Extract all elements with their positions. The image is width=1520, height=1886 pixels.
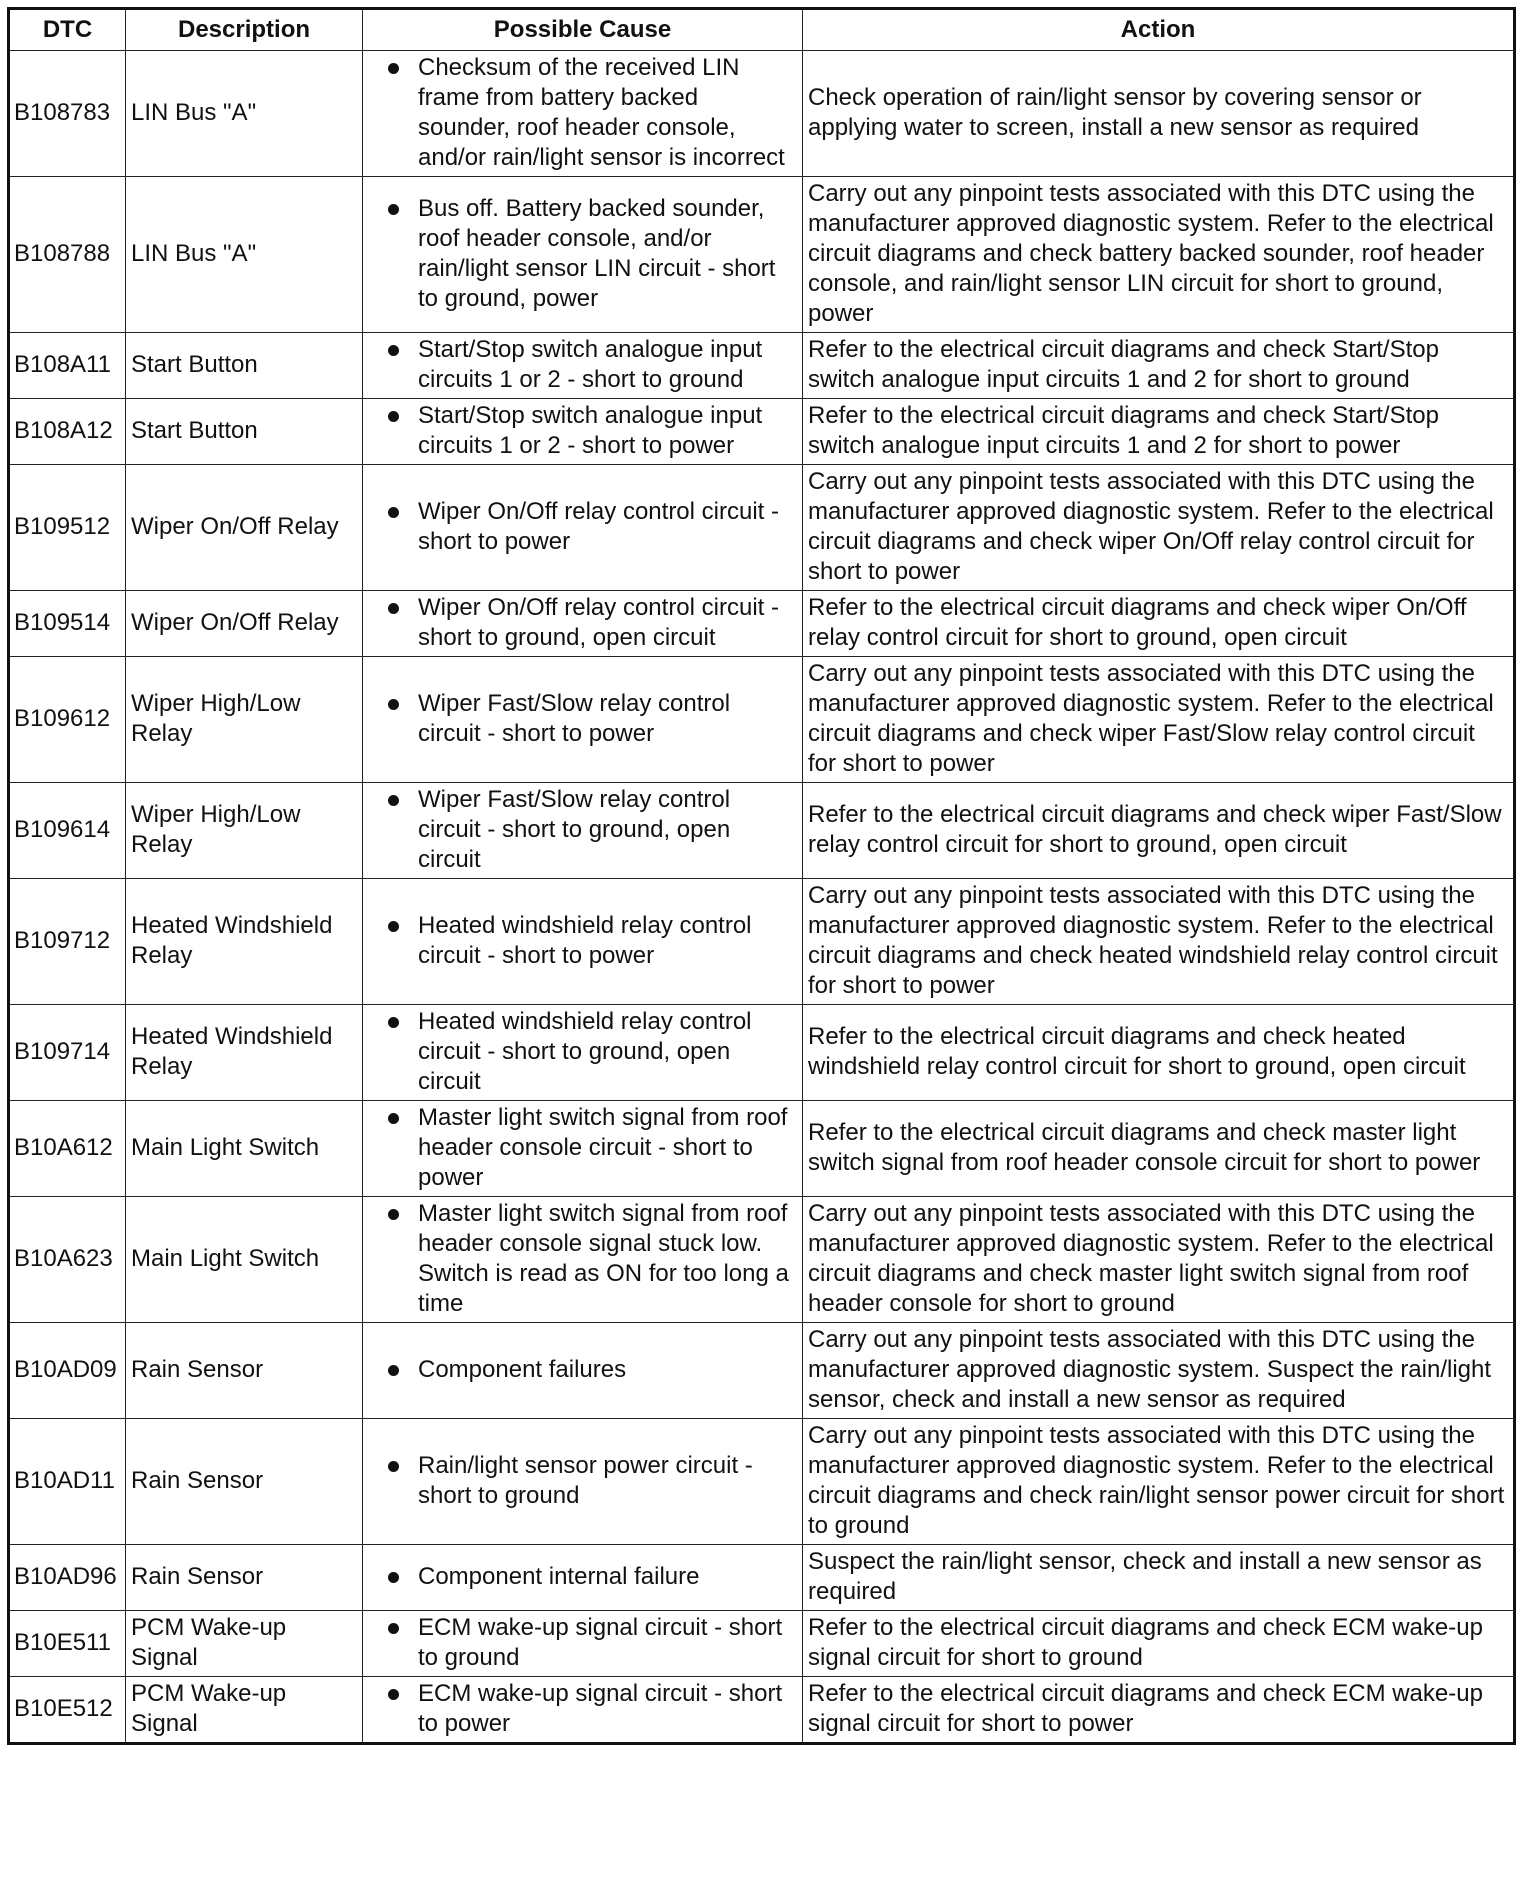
action-cell: Refer to the electrical circuit diagrams and check wiper Fast/Slow relay control circuit for short to ground, open circuit xyxy=(803,783,1515,879)
action-cell: Refer to the electrical circuit diagrams and check master light switch signal from roof header console circuit for short to power xyxy=(803,1101,1515,1197)
cause-text: Checksum of the received LIN frame from battery backed sounder, roof header console, and/or rain/light sensor is incorrect xyxy=(418,54,785,171)
dtc-code-cell: B109512 xyxy=(9,465,126,591)
dtc-code-cell: B10A623 xyxy=(9,1197,126,1323)
dtc-code-cell: B10AD11 xyxy=(9,1419,126,1545)
dtc-code-cell: B108A11 xyxy=(9,333,126,399)
possible-cause-cell xyxy=(363,1677,803,1744)
table-body xyxy=(9,51,1515,1744)
table-row xyxy=(9,879,1515,1005)
cause-item xyxy=(368,53,798,173)
cause-item xyxy=(368,1103,798,1193)
table-row xyxy=(9,657,1515,783)
description-cell: Wiper On/Off Relay xyxy=(126,591,363,657)
cause-item xyxy=(368,911,798,971)
action-cell: Refer to the electrical circuit diagrams and check ECM wake-up signal circuit for short to ground xyxy=(803,1611,1515,1677)
bullet-icon xyxy=(388,204,399,215)
cause-text: Master light switch signal from roof header console circuit - short to power xyxy=(418,1104,788,1191)
cause-text: Wiper Fast/Slow relay control circuit - short to power xyxy=(418,690,731,747)
description-cell: Heated Windshield Relay xyxy=(126,1005,363,1101)
description-cell: LIN Bus "A" xyxy=(126,177,363,333)
bullet-icon xyxy=(388,507,399,518)
description-cell: Heated Windshield Relay xyxy=(126,879,363,1005)
header-action: Action xyxy=(803,9,1515,51)
possible-cause-cell xyxy=(363,177,803,333)
cause-text: Heated windshield relay control circuit - short to ground, open circuit xyxy=(418,1008,752,1095)
cause-item xyxy=(368,401,798,461)
bullet-icon xyxy=(388,345,399,356)
possible-cause-cell xyxy=(363,783,803,879)
bullet-icon xyxy=(388,603,399,614)
dtc-code-cell: B109714 xyxy=(9,1005,126,1101)
description-cell: Main Light Switch xyxy=(126,1197,363,1323)
dtc-code-cell: B109712 xyxy=(9,879,126,1005)
description-cell: Main Light Switch xyxy=(126,1101,363,1197)
cause-text: Component internal failure xyxy=(418,1563,700,1590)
bullet-icon xyxy=(388,699,399,710)
dtc-code-cell: B109612 xyxy=(9,657,126,783)
possible-cause-cell xyxy=(363,1197,803,1323)
action-cell: Carry out any pinpoint tests associated with this DTC using the manufacturer approved diagnostic system. Refer to the electrical circuit diagrams and check wiper On/Off relay control circuit for short to power xyxy=(803,465,1515,591)
cause-item xyxy=(368,1451,798,1511)
possible-cause-cell xyxy=(363,1323,803,1419)
dtc-code-cell: B108783 xyxy=(9,51,126,177)
table-row xyxy=(9,51,1515,177)
cause-text: ECM wake-up signal circuit - short to power xyxy=(418,1680,783,1737)
action-cell: Suspect the rain/light sensor, check and install a new sensor as required xyxy=(803,1545,1515,1611)
cause-item xyxy=(368,1199,798,1319)
bullet-icon xyxy=(388,1017,399,1028)
cause-text: Wiper On/Off relay control circuit - short to power xyxy=(418,498,779,555)
description-cell: Wiper High/Low Relay xyxy=(126,783,363,879)
header-description: Description xyxy=(126,9,363,51)
bullet-icon xyxy=(388,1461,399,1472)
table-row xyxy=(9,177,1515,333)
possible-cause-cell xyxy=(363,333,803,399)
bullet-icon xyxy=(388,63,399,74)
action-cell: Check operation of rain/light sensor by covering sensor or applying water to screen, install a new sensor as required xyxy=(803,51,1515,177)
possible-cause-cell xyxy=(363,1005,803,1101)
dtc-code-cell: B10E512 xyxy=(9,1677,126,1744)
action-cell: Carry out any pinpoint tests associated with this DTC using the manufacturer approved diagnostic system. Refer to the electrical circuit diagrams and check rain/light sensor power circuit for short to ground xyxy=(803,1419,1515,1545)
cause-text: Master light switch signal from roof header console signal stuck low. Switch is read as ON for too long a time xyxy=(418,1200,789,1317)
dtc-code-cell: B109614 xyxy=(9,783,126,879)
cause-item xyxy=(368,194,798,314)
possible-cause-cell xyxy=(363,591,803,657)
description-cell: Start Button xyxy=(126,399,363,465)
dtc-table xyxy=(7,7,1516,1745)
cause-item xyxy=(368,497,798,557)
table-row xyxy=(9,333,1515,399)
cause-item xyxy=(368,1679,798,1739)
table-row xyxy=(9,465,1515,591)
possible-cause-cell xyxy=(363,657,803,783)
table-row xyxy=(9,783,1515,879)
table-row xyxy=(9,1419,1515,1545)
header-possible-cause: Possible Cause xyxy=(363,9,803,51)
dtc-code-cell: B10AD09 xyxy=(9,1323,126,1419)
bullet-icon xyxy=(388,1623,399,1634)
action-cell: Carry out any pinpoint tests associated with this DTC using the manufacturer approved diagnostic system. Refer to the electrical circuit diagrams and check heated windshield relay control circuit for short to power xyxy=(803,879,1515,1005)
cause-item xyxy=(368,1562,798,1592)
cause-text: Bus off. Battery backed sounder, roof header console, and/or rain/light sensor LIN circuit - short to ground, power xyxy=(418,195,776,312)
cause-text: Heated windshield relay control circuit - short to power xyxy=(418,912,752,969)
table-row xyxy=(9,591,1515,657)
action-cell: Carry out any pinpoint tests associated with this DTC using the manufacturer approved diagnostic system. Refer to the electrical circuit diagrams and check master light switch signal from roof header console for short to ground xyxy=(803,1197,1515,1323)
cause-text: Start/Stop switch analogue input circuits 1 or 2 - short to ground xyxy=(418,336,763,393)
cause-item xyxy=(368,689,798,749)
description-cell: PCM Wake-up Signal xyxy=(126,1611,363,1677)
dtc-code-cell: B108788 xyxy=(9,177,126,333)
action-cell: Carry out any pinpoint tests associated with this DTC using the manufacturer approved diagnostic system. Refer to the electrical circuit diagrams and check battery backed sounder, roof header console, and rain/light sensor LIN circuit for short to ground, power xyxy=(803,177,1515,333)
cause-item xyxy=(368,785,798,875)
dtc-code-cell: B109514 xyxy=(9,591,126,657)
cause-item xyxy=(368,335,798,395)
bullet-icon xyxy=(388,921,399,932)
possible-cause-cell xyxy=(363,1545,803,1611)
cause-item xyxy=(368,593,798,653)
table-row xyxy=(9,1323,1515,1419)
cause-text: Wiper On/Off relay control circuit - short to ground, open circuit xyxy=(418,594,779,651)
dtc-code-cell: B10A612 xyxy=(9,1101,126,1197)
possible-cause-cell xyxy=(363,399,803,465)
bullet-icon xyxy=(388,1113,399,1124)
description-cell: PCM Wake-up Signal xyxy=(126,1677,363,1744)
cause-item xyxy=(368,1613,798,1673)
cause-item xyxy=(368,1007,798,1097)
action-cell: Refer to the electrical circuit diagrams and check wiper On/Off relay control circuit for short to ground, open circuit xyxy=(803,591,1515,657)
description-cell: Wiper On/Off Relay xyxy=(126,465,363,591)
description-cell: LIN Bus "A" xyxy=(126,51,363,177)
table-header xyxy=(9,9,1515,51)
dtc-code-cell: B10AD96 xyxy=(9,1545,126,1611)
bullet-icon xyxy=(388,1209,399,1220)
description-cell: Rain Sensor xyxy=(126,1323,363,1419)
possible-cause-cell xyxy=(363,879,803,1005)
possible-cause-cell xyxy=(363,1101,803,1197)
cause-item xyxy=(368,1355,798,1385)
table-row xyxy=(9,1677,1515,1744)
description-cell: Rain Sensor xyxy=(126,1419,363,1545)
cause-text: Start/Stop switch analogue input circuits 1 or 2 - short to power xyxy=(418,402,763,459)
description-cell: Wiper High/Low Relay xyxy=(126,657,363,783)
possible-cause-cell xyxy=(363,51,803,177)
table-row xyxy=(9,1101,1515,1197)
dtc-code-cell: B108A12 xyxy=(9,399,126,465)
header-row xyxy=(9,9,1515,51)
cause-text: ECM wake-up signal circuit - short to ground xyxy=(418,1614,783,1671)
action-cell: Refer to the electrical circuit diagrams and check Start/Stop switch analogue input circuits 1 and 2 for short to ground xyxy=(803,333,1515,399)
header-dtc: DTC xyxy=(9,9,126,51)
bullet-icon xyxy=(388,1689,399,1700)
possible-cause-cell xyxy=(363,1419,803,1545)
bullet-icon xyxy=(388,411,399,422)
table-row xyxy=(9,1545,1515,1611)
cause-text: Wiper Fast/Slow relay control circuit - short to ground, open circuit xyxy=(418,786,731,873)
action-cell: Carry out any pinpoint tests associated with this DTC using the manufacturer approved diagnostic system. Suspect the rain/light sensor, check and install a new sensor as required xyxy=(803,1323,1515,1419)
action-cell: Refer to the electrical circuit diagrams and check heated windshield relay control circuit for short to ground, open circuit xyxy=(803,1005,1515,1101)
action-cell: Refer to the electrical circuit diagrams and check ECM wake-up signal circuit for short to power xyxy=(803,1677,1515,1744)
description-cell: Rain Sensor xyxy=(126,1545,363,1611)
cause-text: Component failures xyxy=(418,1356,627,1383)
bullet-icon xyxy=(388,795,399,806)
bullet-icon xyxy=(388,1365,399,1376)
table-row xyxy=(9,399,1515,465)
cause-text: Rain/light sensor power circuit - short to ground xyxy=(418,1452,753,1509)
possible-cause-cell xyxy=(363,1611,803,1677)
table-row xyxy=(9,1197,1515,1323)
table-row xyxy=(9,1611,1515,1677)
table-row xyxy=(9,1005,1515,1101)
description-cell: Start Button xyxy=(126,333,363,399)
possible-cause-cell xyxy=(363,465,803,591)
bullet-icon xyxy=(388,1572,399,1583)
action-cell: Refer to the electrical circuit diagrams and check Start/Stop switch analogue input circuits 1 and 2 for short to power xyxy=(803,399,1515,465)
dtc-code-cell: B10E511 xyxy=(9,1611,126,1677)
action-cell: Carry out any pinpoint tests associated with this DTC using the manufacturer approved diagnostic system. Refer to the electrical circuit diagrams and check wiper Fast/Slow relay control circuit for short to power xyxy=(803,657,1515,783)
